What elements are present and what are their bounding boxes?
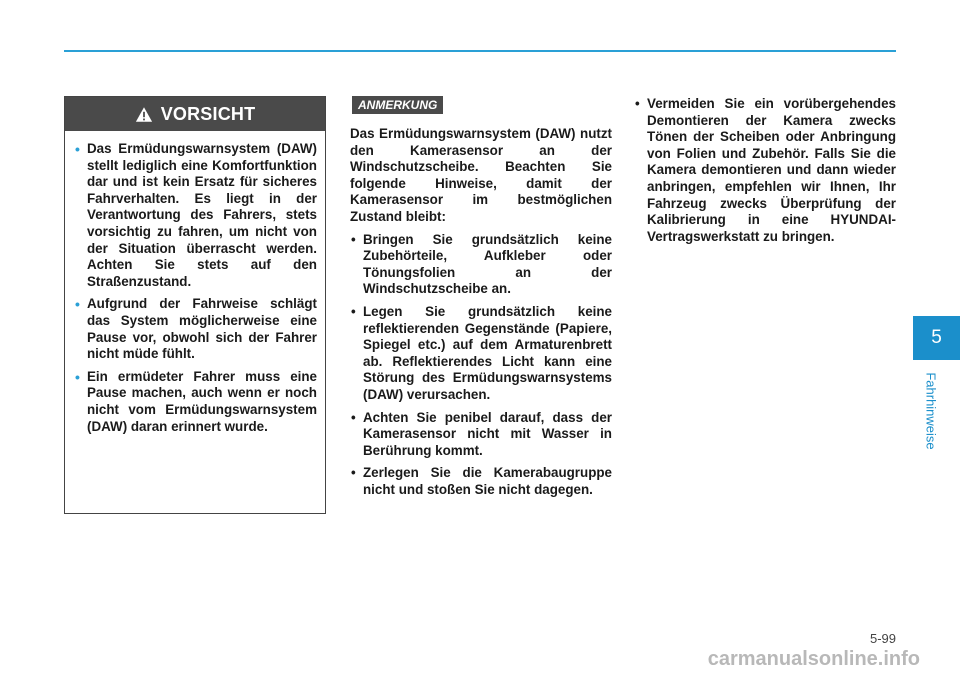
chapter-number: 5 [931,327,942,348]
caution-item: • Aufgrund der Fahrweise schlägt das System möglicherweise eine Pause vor, obwohl sich der Fahrer nicht müde fühlt. [73,296,317,362]
note-item: • Legen Sie grundsätzlich keine reflektierenden Gegenstände (Papiere, Spiegel etc.) auf dem Armaturenbrett ab. Reflektierendes Licht kann eine Störung des Ermüdungswarnsystems (DAW) verursachen. [350,304,612,404]
top-divider [64,50,896,52]
caution-list [65,131,325,435]
chapter-tab[interactable] [913,316,960,360]
note-item: • Achten Sie penibel darauf, dass der Kamerasensor nicht mit Wasser in Berührung kommt. [350,410,612,460]
watermark: carmanualsonline.info [707,648,920,670]
warning-triangle-icon [135,106,153,123]
caution-item: • Ein ermüdeter Fahrer muss eine Pause machen, auch wenn er noch nicht vom Ermüdungswarnsystem (DAW) daran erinnert wurde. [73,369,317,435]
note-column [350,96,612,504]
note-list-continued [634,96,896,245]
note-item: • Vermeiden Sie ein vorübergehendes Demontieren der Kamera zwecks Tönen der Scheiben oder Anbringung von Folien und Zubehör. Falls Sie die Kamera demontieren und dann wieder anbringen, empfehlen wir Ihnen, Ihr Fahrzeug zwecks Überprüfung der Kalibrierung in eine HYUNDAI-Vertragswerkstatt zu bringen. [634,96,896,245]
chapter-title: Fahrhinweise [923,372,939,450]
caution-box [64,96,326,514]
note-list [350,232,612,499]
caution-title: VORSICHT [160,103,256,124]
caution-item: • Das Ermüdungswarnsystem (DAW) stellt lediglich eine Komfortfunktion dar und ist kein Ersatz für sicheres Fahrverhalten. Es liegt in der Verantwortung des Fahrers, stets vorsichtig zu fahren, um nicht von der Situation überrascht werden. Achten Sie stets auf den Straßenzustand. [73,141,317,290]
page-number: 5-99 [869,631,896,646]
note-tag: ANMERKUNG [352,96,443,114]
note-item: • Zerlegen Sie die Kamerabaugruppe nicht und stoßen Sie nicht dagegen. [350,465,612,498]
note-item: • Bringen Sie grundsätzlich keine Zubehörteile, Aufkleber oder Tönungsfolien an der Windschutzscheibe an. [350,232,612,298]
note-intro: Das Ermüdungswarnsystem (DAW) nutzt den Kamerasensor an der Windschutzscheibe. Beachten Sie folgende Hinweise, damit der Kamerasensor im bestmöglichen Zustand bleibt: [350,126,612,224]
caution-header [65,97,325,131]
chapter-label [921,366,941,456]
note-column-continued [634,96,896,251]
